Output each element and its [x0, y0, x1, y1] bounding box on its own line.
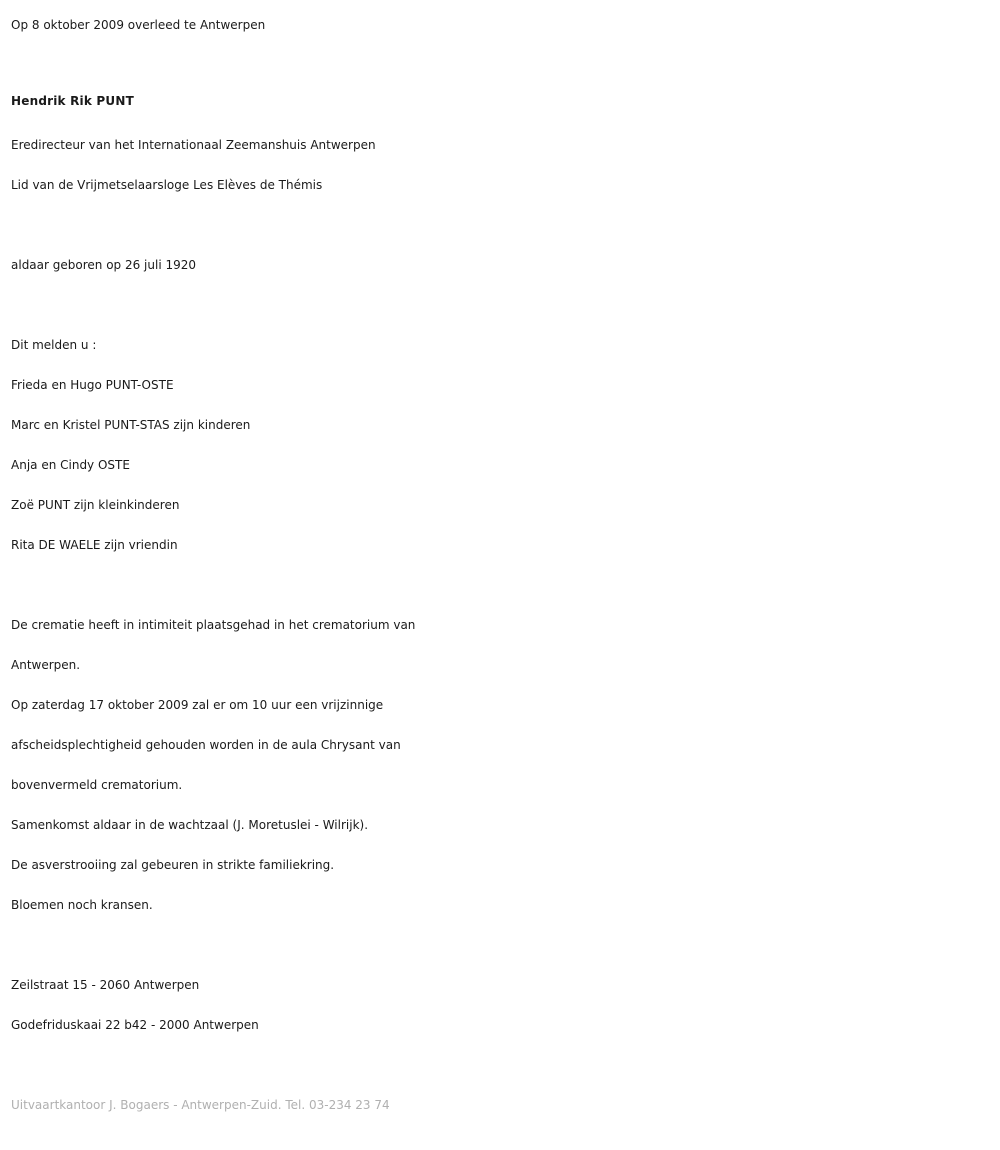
title-line: Eredirecteur van het Internationaal Zeemanshuis Antwerpen — [11, 138, 376, 152]
ceremony-line: Samenkomst aldaar in de wachtzaal (J. Moretuslei - Wilrijk). — [11, 818, 369, 832]
ceremony-line: Antwerpen. — [11, 658, 81, 672]
announcer-line: Anja en Cindy OSTE — [11, 458, 130, 472]
funeral-home-footer: Uitvaartkantoor J. Bogaers - Antwerpen-Zuid. Tel. 03-234 23 74 — [11, 1098, 390, 1112]
ceremony-line: bovenvermeld crematorium. — [11, 778, 183, 792]
address-line: Godefriduskaai 22 b42 - 2000 Antwerpen — [11, 1018, 259, 1032]
obituary-notice — [11, 5, 991, 1125]
birth-line: aldaar geboren op 26 juli 1920 — [11, 258, 197, 272]
title-line: Lid van de Vrijmetselaarsloge Les Elèves de Thémis — [11, 178, 323, 192]
ceremony-line: Op zaterdag 17 oktober 2009 zal er om 10 uur een vrijzinnige — [11, 698, 384, 712]
ceremony-line: afscheidsplechtigheid gehouden worden in de aula Chrysant van — [11, 738, 401, 752]
deceased-name: Hendrik Rik PUNT — [11, 94, 134, 108]
ceremony-line: De crematie heeft in intimiteit plaatsgehad in het crematorium van — [11, 618, 416, 632]
announcer-line: Zoë PUNT zijn kleinkinderen — [11, 498, 180, 512]
address-line: Zeilstraat 15 - 2060 Antwerpen — [11, 978, 200, 992]
announcer-line: Rita DE WAELE zijn vriendin — [11, 538, 178, 552]
death-announcement: Op 8 oktober 2009 overleed te Antwerpen — [11, 18, 266, 32]
announcers-intro: Dit melden u : — [11, 338, 97, 352]
announcer-line: Frieda en Hugo PUNT-OSTE — [11, 378, 174, 392]
announcer-line: Marc en Kristel PUNT-STAS zijn kinderen — [11, 418, 251, 432]
ceremony-line: Bloemen noch kransen. — [11, 898, 153, 912]
ceremony-line: De asverstrooiing zal gebeuren in strikte familiekring. — [11, 858, 335, 872]
